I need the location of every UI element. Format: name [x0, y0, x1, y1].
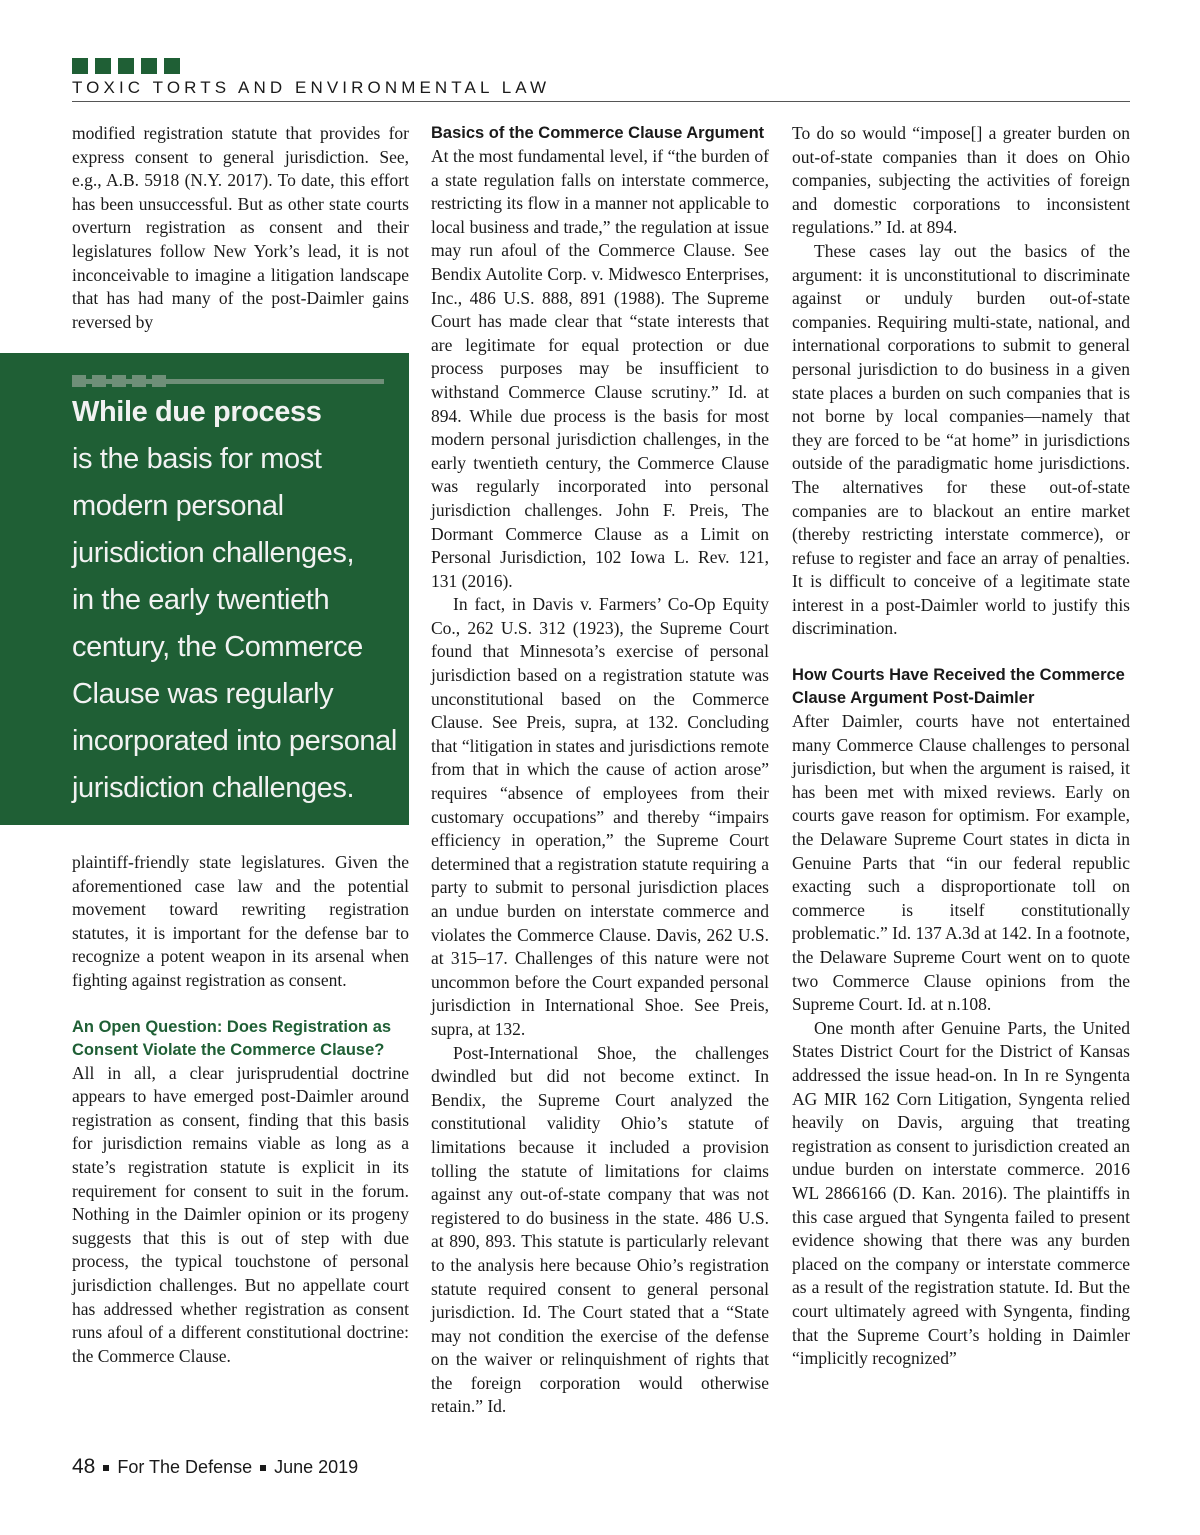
section-title: TOXIC TORTS AND ENVIRONMENTAL LAW	[72, 78, 551, 97]
col3-paragraph-1: To do so would “impose[] a greater burden on out-of-state companies than it does on Ohio companies, subjecting the activities of foreign and domestic corporations to inconsistent regulations.” Id. at 894.	[792, 123, 1130, 238]
col3-paragraph-4: One month after Genuine Parts, the United States District Court for the District of Kansas addressed the issue head-on. In In re Syngenta AG MIR 162 Corn Litigation, Syngenta relied heavily on Davis, arguing that treating registration as consent to jurisdiction created an undue burden on interstate commerce. 2016 WL 2866166 (D. Kan. 2016). The plaintiffs in this case argued that Syngenta failed to present evidence showing that there was any burden placed on the company or interstate commerce as a result of the registration statute. Id. But the court ultimately agreed with Syngenta, finding that the Supreme Court’s holding in Daimler “implicitly recognized”	[792, 1017, 1130, 1369]
bullet-separator	[260, 1465, 266, 1471]
bullet-separator	[103, 1465, 109, 1471]
page-footer	[72, 1455, 358, 1479]
pullquote-lead: While due process	[72, 396, 322, 428]
col3-heading: How Courts Have Received the Commerce Clause Argument Post-Daimler	[792, 666, 1125, 708]
col1-heading: An Open Question: Does Registration as Consent Violate the Commerce Clause?	[72, 1017, 392, 1059]
col3-paragraph-2: These cases lay out the basics of the argument: it is unconstitutional to discriminate against or unduly burden out-of-state companies. Requiring multi-state, national, and international corporations to submit to general personal jurisdiction to do business in a given state places a burden on such companies that is not borne by local companies—namely that they are forced to be “at home” in jurisdictions outside of the paradigmatic home jurisdictions. The alternatives for these out-of-state companies are to blackout an entire market (thereby restricting interstate commerce), or refuse to register and face an array of penalties. It is difficult to conceive of a legitimate state interest in a post-Daimler world to justify this discrimination.	[792, 240, 1130, 639]
pullquote-line: modern personal	[72, 490, 284, 522]
pullquote-line: century, the Commerce	[72, 631, 363, 663]
header-squares	[72, 58, 180, 74]
col2-paragraph-1: At the most fundamental level, if “the burden of a state regulation falls on interstate commerce, restricting its flow in a manner not applicable to local business and trade,” the regulation at issue may run afoul of the Commerce Clause. See Bendix Autolite Corp. v. Midwesco Enterprises, Inc., 486 U.S. 888, 891 (1988). The Supreme Court has made clear that “state interests that are legitimate for equal protection or due process purposes may be insufficient to withstand Commerce Clause scrutiny.” Id. at 894. While due process is the basis for most modern personal jurisdiction challenges, in the early twentieth century, the Commerce Clause was regularly incorporated into personal jurisdiction challenges. John F. Preis, The Dormant Commerce Clause as a Limit on Personal Jurisdiction, 102 Iowa L. Rev. 121, 131 (2016).	[431, 146, 769, 591]
col2-paragraph-3: Post-International Shoe, the challenges dwindled but did not become extinct. In Bendix, the Supreme Court analyzed the constitutional validity Ohio’s statute of limitations because it included a provision tolling the statute of limitations for claims against any out-of-state company that was not registered to do business in the state. 486 U.S. at 890, 893. This statute is particularly relevant to the analysis here because Ohio’s registration statute required consent to general personal jurisdiction. Id. The Court stated that a “State may not condition the exercise of the defense on the waiver or relinquishment of rights that the foreign corporation would otherwise retain.” Id.	[431, 1042, 769, 1417]
column-2	[431, 122, 769, 1419]
column-1-bottom	[72, 851, 409, 1368]
pullquote-line: jurisdiction challenges,	[72, 537, 355, 569]
pullquote-line: in the early twentieth	[72, 584, 330, 616]
pullquote-line: jurisdiction challenges.	[72, 772, 355, 804]
col1-paragraph-2: plaintiff-friendly state legislatures. Given the aforementioned case law and the potential movement toward rewriting registration statutes, it is important for the defense bar to recognize a potent weapon in its arsenal when fighting against registration as consent.	[72, 852, 409, 990]
issue-date: June 2019	[274, 1457, 359, 1477]
page-number: 48	[72, 1455, 96, 1478]
col3-paragraph-3: After Daimler, courts have not entertained many Commerce Clause challenges to personal jurisdiction, but when the argument is raised, it has been met with mixed reviews. Early on courts gave reason for optimism. For example, the Delaware Supreme Court states in dicta in Genuine Parts that “in our federal republic exacting such a disproportionate toll on commerce is itself constitutionally problematic.” Id. 137 A.3d at 142. In a footnote, the Delaware Supreme Court went on to quote two Commerce Clause opinions from the Supreme Court. Id. at n.108.	[792, 711, 1130, 1015]
pullquote-line: Clause was regularly	[72, 678, 334, 710]
pullquote-line: incorporated into personal	[72, 725, 397, 757]
column-3	[792, 122, 1130, 1371]
pullquote-text	[72, 389, 397, 812]
pullquote-box	[0, 353, 409, 825]
publication-name: For The Defense	[117, 1457, 253, 1477]
col2-paragraph-2: In fact, in Davis v. Farmers’ Co-Op Equity Co., 262 U.S. 312 (1923), the Supreme Court found that Minnesota’s exercise of personal jurisdiction based on a registration statute was unconstitutional based on the Commerce Clause. See Preis, supra, at 132. Concluding that “litigation in states and jurisdictions remote from that in which the cause of action arose” requires “absence of employees from their customary occupations” and thereby “impairs efficiency in operation,” the Supreme Court determined that a registration statute requiring a party to submit to personal jurisdiction places an undue burden on interstate commerce and violates the Commerce Clause. Davis, 262 U.S. at 315–17. Challenges of this nature were not uncommon before the Court expanded personal jurisdiction in International Shoe. See Preis, supra, at 132.	[431, 594, 769, 1039]
column-1-top	[72, 122, 409, 334]
col1-paragraph-3: All in all, a clear jurisprudential doctrine appears to have emerged post-Daimler around registration as consent, finding that this basis for jurisdiction remains viable as long as a state’s registration statute is explicit in its requirement for consent to suit in the forum. Nothing in the Daimler opinion or its progeny suggests that this is out of step with due process, the typical touchstone of personal jurisdiction challenges. But no appellate court has addressed whether registration as consent runs afoul of a different constitutional doctrine: the Commerce Clause.	[72, 1062, 409, 1366]
col2-heading: Basics of the Commerce Clause Argument	[431, 124, 765, 142]
pullquote-squares	[72, 375, 166, 387]
pullquote-line: is the basis for most	[72, 443, 322, 475]
col1-paragraph-1: modified registration statute that provides for express consent to general jurisdiction. See, e.g., A.B. 5918 (N.Y. 2017). To date, this effort has been unsuccessful. But as other state courts overturn registration as consent and their legislatures follow New York’s lead, it is not inconceivable to imagine a litigation landscape that has had many of the post-Daimler gains reversed by	[72, 123, 409, 332]
header-rule	[72, 101, 1130, 102]
